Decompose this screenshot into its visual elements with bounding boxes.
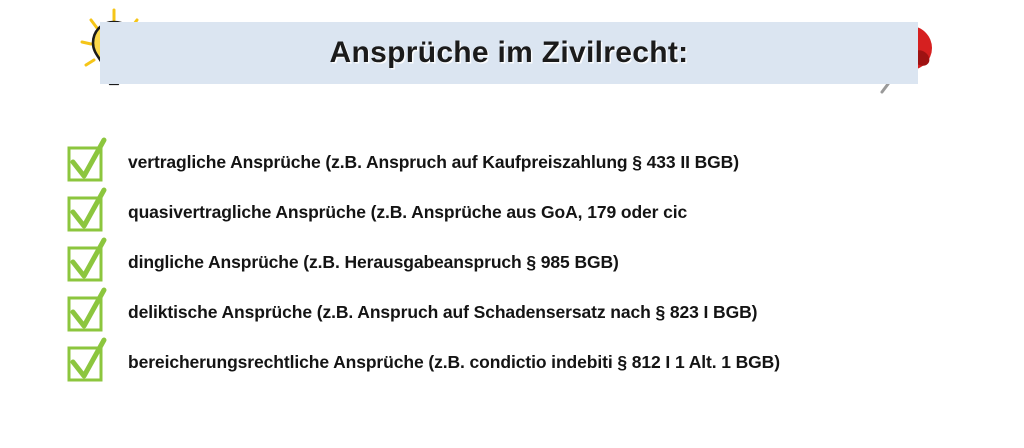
checkmark-icon[interactable] <box>68 195 102 229</box>
list-item[interactable] <box>62 288 962 336</box>
checkmark-icon[interactable] <box>68 345 102 379</box>
list-item[interactable] <box>62 138 962 186</box>
checkmark-icon[interactable] <box>68 245 102 279</box>
list-item-label: bereicherungsrechtliche Ansprüche (z.B. condictio indebiti § 812 I 1 Alt. 1 BGB) <box>128 351 780 372</box>
list-item[interactable] <box>62 238 962 286</box>
checklist <box>62 138 962 388</box>
checkmark-icon[interactable] <box>68 295 102 329</box>
list-item-label: dingliche Ansprüche (z.B. Herausgabeanspruch § 985 BGB) <box>128 251 619 272</box>
list-item-label: deliktische Ansprüche (z.B. Anspruch auf Schadensersatz nach § 823 I BGB) <box>128 301 758 322</box>
page-title: Ansprüche im Zivilrecht: <box>329 36 689 69</box>
list-item-label: quasivertragliche Ansprüche (z.B. Ansprüche aus GoA, 179 oder cic <box>128 201 688 222</box>
checkmark-icon[interactable] <box>68 145 102 179</box>
list-item-label: vertragliche Ansprüche (z.B. Anspruch auf Kaufpreiszahlung § 433 II BGB) <box>128 151 739 172</box>
list-item[interactable] <box>62 338 962 386</box>
list-item[interactable] <box>62 188 962 236</box>
header-banner <box>100 22 918 84</box>
